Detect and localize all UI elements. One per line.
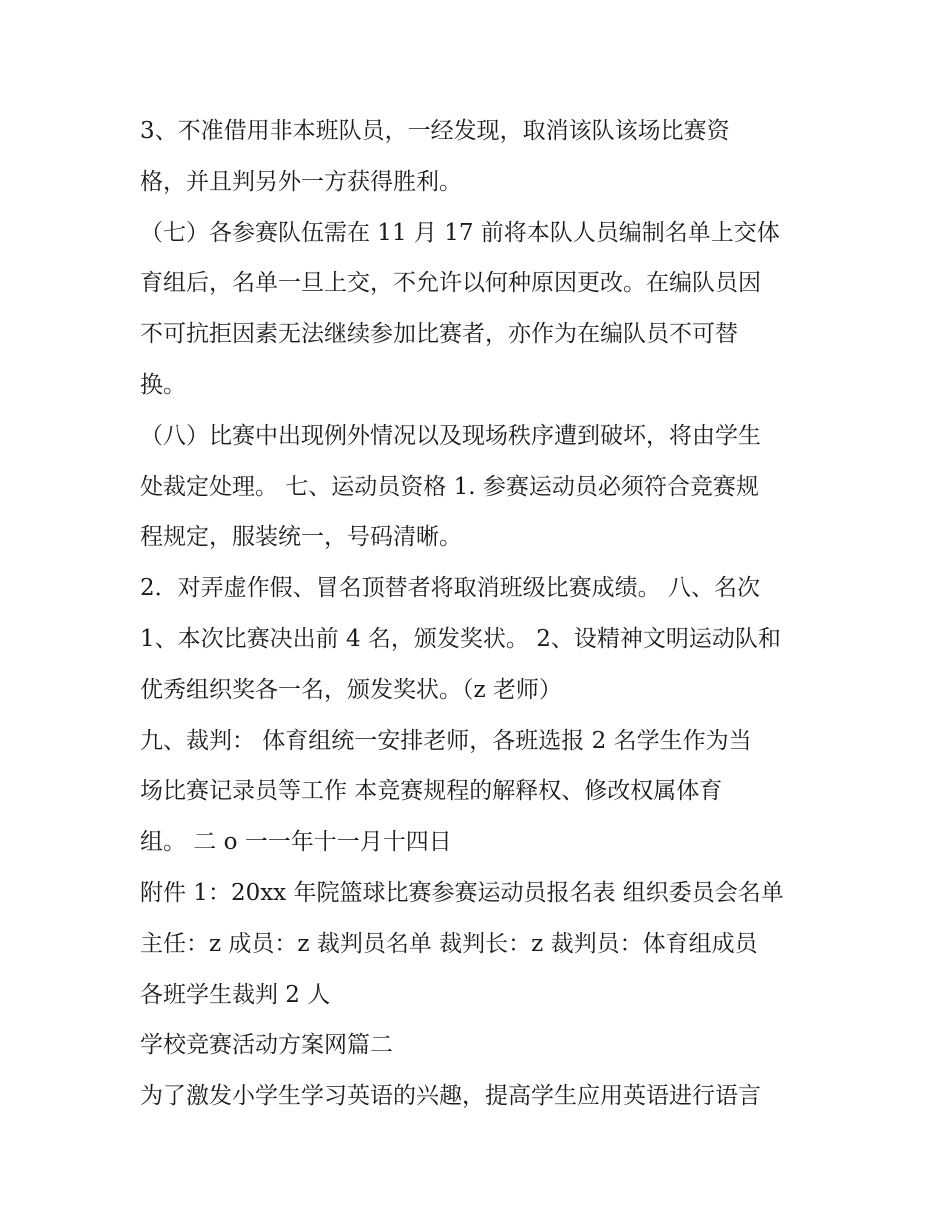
- text-line: 为了激发小学生学习英语的兴趣，提高学生应用英语进行语言: [140, 1083, 761, 1110]
- text-line: 组。 二 o 一一年十一月十四日: [140, 829, 452, 856]
- text-line: 3、不准借用非本班队员，一经发现，取消该队该场比赛资: [140, 118, 730, 144]
- text-line: 各班学生裁判 2 人: [140, 981, 331, 1008]
- text-line: 九、裁判： 体育组统一安排老师，各班选报 2 名学生作为当: [140, 727, 752, 754]
- text-line: 换。: [140, 371, 186, 398]
- text-line: 处裁定处理。 七、运动员资格 1. 参赛运动员必须符合竞赛规: [140, 473, 759, 500]
- text-line: 场比赛记录员等工作 本竞赛规程的解释权、修改权属体育: [140, 778, 723, 805]
- text-line: 育组后，名单一旦上交，不允许以何种原因更改。在编队员因: [140, 270, 761, 297]
- text-line: （七）各参赛队伍需在 11 月 17 前将本队人员编制名单上交体: [140, 219, 780, 246]
- text-line: 不可抗拒因素无法继续参加比赛者，亦作为在编队员不可替: [140, 321, 738, 348]
- text-line: 主任：z 成员：z 裁判员名单 裁判长：z 裁判员：体育组成员: [140, 930, 758, 957]
- text-line: （八）比赛中出现例外情况以及现场秩序遭到破坏，将由学生: [140, 422, 761, 449]
- text-line: 附件 1：20xx 年院篮球比赛参赛运动员报名表 组织委员会名单: [140, 879, 784, 906]
- text-line: 1、本次比赛决出前 4 名，颁发奖状。 2、设精神文明运动队和: [140, 625, 781, 652]
- document-body: [140, 106, 820, 1122]
- text-line: 2．对弄虚作假、冒名顶替者将取消班级比赛成绩。 八、名次: [140, 575, 760, 602]
- text-line: 程规定，服装统一，号码清晰。: [140, 524, 462, 551]
- text-line: 格，并且判另外一方获得胜利。: [140, 168, 462, 195]
- section-heading: 学校竞赛活动方案网篇二: [140, 1032, 393, 1059]
- text-line: 优秀组织奖各一名，颁发奖状。（z 老师）: [140, 676, 562, 703]
